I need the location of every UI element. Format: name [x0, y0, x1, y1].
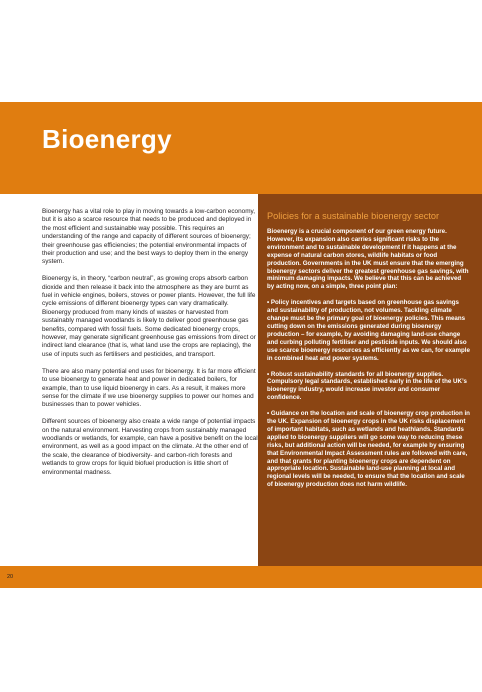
sidebar-point: • Policy incentives and targets based on greenhouse gas savings and sustainability of production, not volumes. Tackling climate change must be the primary goal of bioenergy policies. This means cutting down on the emissions generated during bioenergy production – for example, by avoiding damaging land-use change and curbing polluting fertiliser and pesticide inputs. We should also use scarce bioenergy resources as efficiently as we can, for example in combined heat and power systems.: [267, 299, 470, 362]
sidebar-point: • Guidance on the location and scale of bioenergy crop production in the UK. Expansion of bioenergy crops in the UK risks displacement of important habitats, such as wetlands and heathlands. Standards applied to bioenergy suppliers will go some way to reducing these risks, but additional action will be needed, for example by ensuring that Environmental Impact Assessment rules are followed with care, and that grants for planting bioenergy crops are dependent on appropriate location. Sustainable land-use planning at local and regional levels will be needed, to ensure that the location and scale of bioenergy production does not harm wildlife.: [267, 410, 470, 489]
main-text-column: [42, 208, 258, 485]
page-title: Bioenergy: [42, 124, 172, 154]
paragraph: Bioenergy is, in theory, “carbon neutral”, as growing crops absorb carbon dioxide and then release it back into the atmosphere as they are burnt as fuel in vehicle engines, boilers, stoves or power plants. However, the full life cycle emissions of different bioenergy types can vary dramatically. Bioenergy produced from many kinds of wastes or harvested from sustainably managed woodlands is likely to deliver good greenhouse gas benefits, compared with fossil fuels. Some dedicated bioenergy crops, however, may generate significant greenhouse gas emissions from direct or indirect land clearance (that is, what land use the crops are replacing), the use of inputs such as fertilisers and pesticides, and transport.: [42, 275, 256, 358]
sidebar-title: Policies for a sustainable bioenergy sector: [267, 211, 440, 221]
sidebar-point: • Robust sustainability standards for all bioenergy supplies. Compulsory legal standards, established early in the life of the UK’s bioenergy industry, would increase investor and consumer confidence.: [267, 370, 467, 402]
footer-bar: [0, 566, 482, 588]
paragraph: Different sources of bioenergy also create a wide range of potential impacts on the natural environment. Harvesting crops from sustainably managed woodlands or wetlands, for example, can have a positive benefit on the local environment, as well as a good impact on the climate. At the other end of the scale, the clearance of biodiversity- and carbon-rich forests and wetlands to grow crops for liquid biofuel production is little short of environmental madness.: [42, 418, 258, 476]
paragraph: Bioenergy has a vital role to play in moving towards a low-carbon economy, but it is also a scarce resource that needs to be produced and deployed in the most efficient and sustainable way possible. This requires an understanding of the range and capacity of different sources of bioenergy; their greenhouse gas efficiencies; the potential environmental impacts of their production and use; and the best ways to deploy them in the energy system.: [42, 208, 256, 266]
policy-sidebar: [258, 194, 482, 566]
page-number: 20: [7, 574, 14, 580]
paragraph: There are also many potential end uses for bioenergy. It is far more efficient to use bioenergy to generate heat and power in dedicated boilers, for example, than to use liquid bioenergy in cars. As a result, it makes more sense for the climate if we use bioenergy supplies to power our homes and businesses than to power vehicles.: [42, 367, 256, 409]
sidebar-intro: Bioenergy is a crucial component of our green energy future. However, its expansion also carries significant risks to the environment and to sustainable development if it happens at the expense of natural carbon stores, wildlife habitats or food production. Governments in the UK must ensure that the emerging bioenergy sectors deliver the greatest greenhouse gas savings, with minimum damaging impacts. We believe that this can be achieved by acting now, on a simple, three point plan:: [267, 228, 469, 291]
title-banner: [0, 102, 482, 194]
